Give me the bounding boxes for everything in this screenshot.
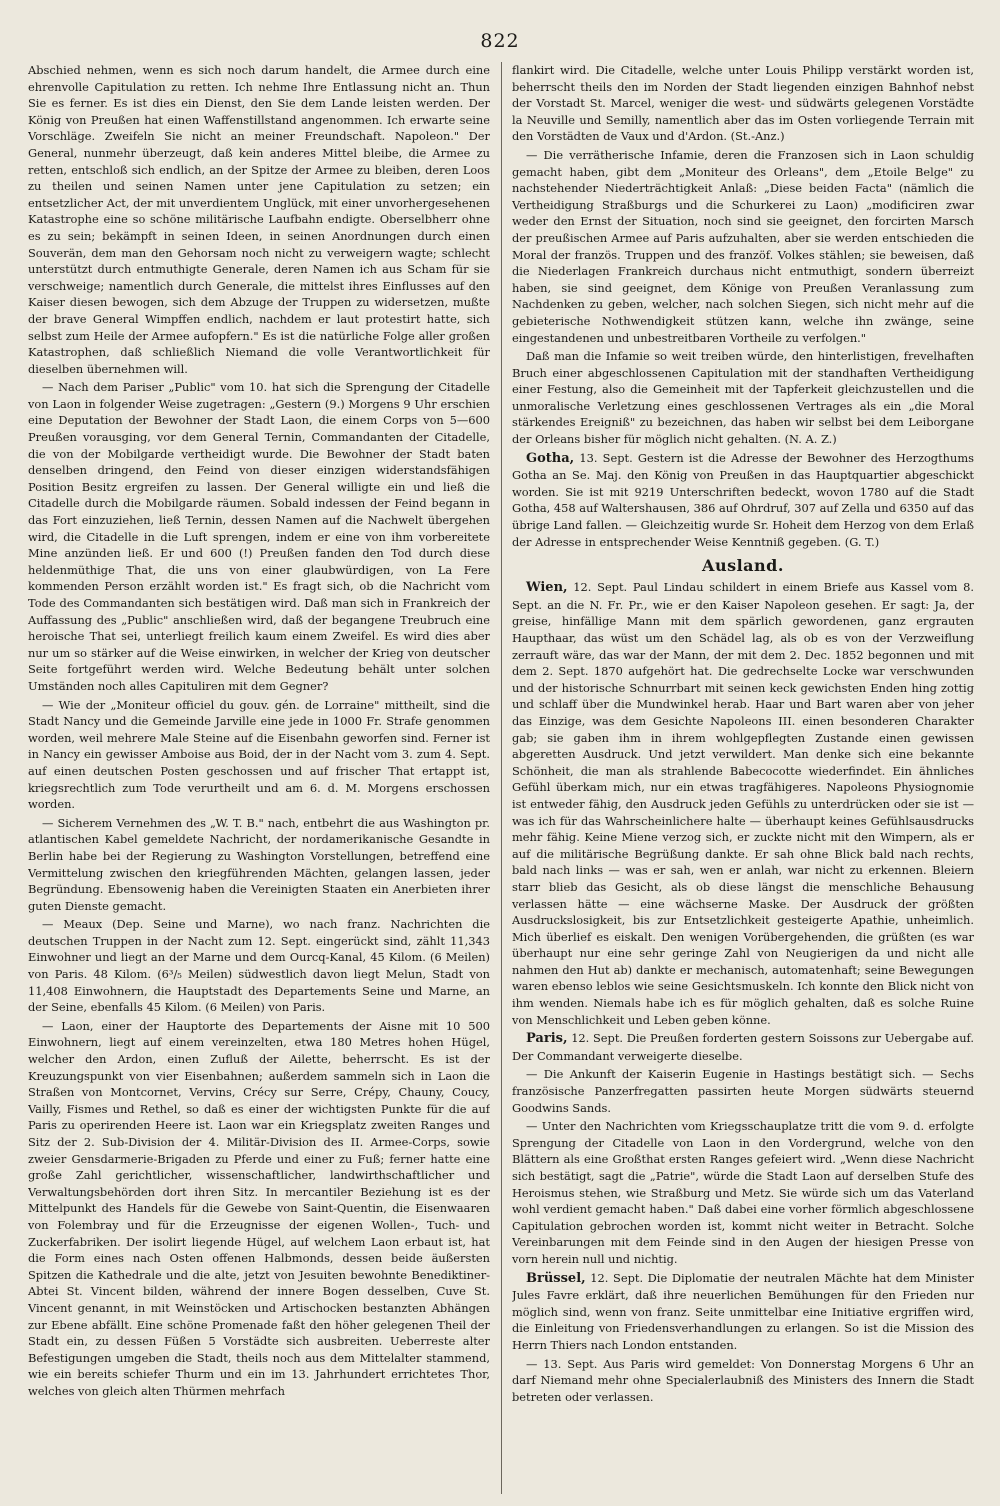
column-divider	[501, 62, 502, 1494]
page-number: 822	[480, 30, 520, 52]
dateline-place: Paris,	[526, 1031, 568, 1047]
paragraph-text: — Die Ankunft der Kaiserin Eugenie in Hastings bestätigt sich. — Sechs französische Panzerfregatten passirten heute Morgen südwärts steuernd Goodwins Sands.	[512, 1067, 974, 1115]
dateline-place: Gotha,	[526, 450, 575, 466]
paragraph-text: Daß man die Infamie so weit treiben würde, den hinterlistigen, frevelhaften Bruch einer abgeschlossenen Capitulation mit der standhaften Vertheidigung einer Festung, also die Gemeinheit mit der Tapferkeit gleichzustellen und die unmoralische Verletzung eines geschlossenen Vertrages als ein „die Moral stärkendes Ereigniß" zu bezeichnen, das haben wir selbst bei dem Leiborgane der Orleans bisher für möglich nicht gehalten. (N. A. Z.)	[512, 349, 974, 447]
article-paragraph	[28, 1018, 490, 1400]
paragraph-text: flankirt wird. Die Citadelle, welche unter Louis Philipp verstärkt worden ist, beherrscht theils den im Norden der Stadt liegenden einzigen Bahnhof nebst der Vorstadt St. Marcel, weniger die west- und südwärts gelegenen Vorstädte la Neuville und Semilly, namentlich aber das im Osten vorliegende Terrain mit den Vorstädten de Vaux und d'Ardon. (St.-Anz.)	[512, 63, 974, 144]
article-paragraph	[512, 1066, 974, 1116]
article-paragraph	[512, 1030, 974, 1064]
paragraph-text: Abschied nehmen, wenn es sich noch darum handelt, die Armee durch eine ehrenvolle Capitulation zu retten. Ich nehme Ihre Entlassung nicht an. Thun Sie es ferner. Es ist dies ein Dienst, den Sie dem Lande leisten werden. Der König von Preußen hat einen Waffenstillstand angenommen. Ich erwarte seine Vorschläge. Zweifeln Sie nicht an meiner Freundschaft. Napoleon." Der General, nunmehr überzeugt, daß kein anderes Mittel bleibe, die Armee zu retten, entschloß sich endlich, an der Spitze der Armee zu bleiben, deren Loos zu theilen und seinen Namen unter jene Capitulation zu setzen; ein entsetzlicher Act, der mit unverdientem Unglück, mit einer unvorhergesehenen Katastrophe eine so schöne militärische Laufbahn endigte. Oberselbherr ohne es zu sein; bekämpft in seinen Ideen, in seinen Anordnungen durch einen Souverän, dem man den Gehorsam noch nicht zu verweigern wagte; schlecht unterstützt durch entmuthigte Generale, deren Namen ich aus Scham für sie verschweige; namentlich durch Generale, die mittelst ihres Einflusses auf den Kaiser diesen bewogen, sich dem Abzuge der Truppen zu widersetzen, mußte der brave General Wimpffen endlich, nachdem er laut protestirt hatte, sich selbst zum Heile der Armee aufopfern." Es ist die natürliche Folge aller großen Katastrophen, daß schließlich Niemand die volle Verantwortlichkeit für dieselben übernehmen will.	[28, 63, 490, 376]
article-paragraph	[28, 379, 490, 694]
paragraph-text: 13. Sept. Gestern ist die Adresse der Bewohner des Herzogthums Gotha an Se. Maj. den König von Preußen in das Hauptquartier abgeschickt worden. Sie ist mit 9219 Unterschriften bedeckt, wovon 1780 auf die Stadt Gotha, 458 auf Waltershausen, 386 auf Ohrdruf, 307 auf Zella und 6350 auf das übrige Land fallen. — Gleichzeitig wurde Sr. Hoheit dem Herzog von dem Erlaß der Adresse in entsprechender Weise Kenntniß gegeben. (G. T.)	[512, 450, 974, 549]
paragraph-text: 12. Sept. Die Preußen forderten gestern Soissons zur Uebergabe auf. Der Commandant verweigerte dieselbe.	[512, 1031, 974, 1063]
paragraph-text: — Laon, einer der Hauptorte des Departements der Aisne mit 10 500 Einwohnern, liegt auf einem vereinzelten, etwa 180 Metres hohen Hügel, welcher den Ardon, einen Zufluß der Ailette, beherrscht. Es ist der Kreuzungspunkt von vier Eisenbahnen; außerdem sammeln sich in Laon die Straßen von Montcornet, Vervins, Crécy sur Serre, Crépy, Chauny, Coucy, Vailly, Fismes und Rethel, so daß es einer der wichtigsten Punkte für die auf Paris zu operirenden Heere ist. Laon war ein Kriegsplatz zweiten Ranges und Sitz der 2. Sub-Division der 4. Militär-Division des II. Armee-Corps, sowie zweier Gensdarmerie-Brigaden zu Pferde und einer zu Fuß; ferner hatte eine große Zahl gerichtlicher, wissenschaftlicher, landwirthschaftlicher und Verwaltungsbehörden dort ihren Sitz. In mercantiler Beziehung ist es der Mittelpunkt des Handels für die Gewebe von Saint-Quentin, die Eisenwaaren von Folembray und für die Erzeugnisse der eigenen Wollen-, Tuch- und Zuckerfabriken. Der isolirt liegende Hügel, auf welchem Laon erbaut ist, hat die Form eines nach Osten offenen Halbmonds, dessen beide äußersten Spitzen die Kathedrale und die alte, jetzt von Jesuiten bewohnte Benediktiner-Abtei St. Vincent bilden, während der innere Bogen desselben, Cuve St. Vincent genannt, in mit Weinstöcken und Artischocken bestanzten Abhängen zur Ebene abfällt. Eine schöne Promenade faßt den höher gelegenen Theil der Stadt ein, zu dessen Füßen 5 Vorstädte sich ausbreiten. Ueberreste alter Befestigungen umgeben die Stadt, theils noch aus dem Mittelalter stammend, wie ein bereits schiefer Thurm und ein im 13. Jahrhundert errichtetes Thor, welches von gleich alten Thürmen mehrfach	[28, 1018, 490, 1398]
article-paragraph	[512, 450, 974, 551]
dateline-place: Wien,	[526, 580, 568, 596]
right-column	[512, 62, 974, 1494]
paragraph-text: 12. Sept. Die Diplomatie der neutralen Mächte hat dem Minister Jules Favre erklärt, daß ihre neuerlichen Bemühungen für den Frieden nur möglich sind, wenn von franz. Seite unmittelbar eine Initiative ergriffen wird, die Einleitung von Friedensverhandlungen zu erlangen. So ist die Mission des Herrn Thiers nach London entstanden.	[512, 1270, 974, 1352]
article-paragraph	[512, 1270, 974, 1354]
paragraph-text: 12. Sept. Paul Lindau schildert in einem Briefe aus Kassel vom 8. Sept. an die N. Fr. Pr., wie er den Kaiser Napoleon gesehen. Er sagt: Ja, der greise, hinfällige Mann mit dem spärlich gewordenen, ganz ergrauten Haupthaar, das wüst um den Schädel lag, als ob es von der Verzweiflung zerrauft wäre, das war der Mann, der mit dem 2. Dec. 1852 begonnen und mit dem 2. Sept. 1870 aufgehört hat. Die gedrechselte Locke war verschwunden und der historische Schnurrbart mit seinen keck gewichsten Enden hing zottig und schlaff über die Mundwinkel herab. Haar und Bart waren aber von jeher das Einzige, was dem Gesichte Napoleons III. einen besonderen Charakter gab; sie gaben ihm in ihrem wohlgepflegten Zustande einen gewissen abgeretten Ausdruck. Und jetzt verwildert. Man denke sich eine bekannte Schönheit, die man als strahlende Babecocotte wiederfindet. Ein ähnliches Gefühl überkam mich, nur ein etwas tragfähigeres. Napoleons Physiognomie ist entweder fähig, den Ausdruck jeden Gefühls zu unterdrücken oder sie ist — was ich für das Wahrscheinlichere halte — überhaupt keines Gefühlsausdrucks mehr fähig. Keine Miene verzog sich, er zuckte nicht mit den Wimpern, als er auf die militärische Begrüßung dankte. Er sah ohne Blick bald nach rechts, bald nach links — was er sah, wen er anlah, war nicht zu erkennen. Bleiern starr blieb das Gesicht, als ob diese längst die menschliche Behausung verlassen hätte — eine wächserne Maske. Der Ausdruck der größten Ausdruckslosigkeit, bis zur Entsetzlichkeit gesteigerte Apathie, unheimlich. Mich überlief es eiskalt. Den wenigen Vorübergehenden, die grüßten (es war überhaupt nur eine sehr geringe Zahl von Neugierigen da und nicht alle nahmen den Hut ab) dankte er mechanisch, automatenhaft; seine Bewegungen waren ebenso leblos wie seine Gesichtsmuskeln. Ich konnte den Blick nicht von ihm wenden. Niemals habe ich es für möglich gehalten, daß es solche Ruine von Menschlichkeit und Leben geben könne.	[512, 580, 974, 1027]
left-column	[28, 62, 490, 1494]
article-paragraph	[512, 62, 974, 145]
paragraph-text: — Unter den Nachrichten vom Kriegsschauplatze tritt die vom 9. d. erfolgte Sprengung der Citadelle von Laon in den Vordergrund, welche von den Blättern als eine Großthat ersten Ranges gefeiert wird. „Wenn diese Nachricht sich bestätigt, sagt die „Patrie", würde die Stadt Laon auf derselben Stufe des Heroismus stehen, wie Straßburg und Metz. Sie würde sich um das Vaterland wohl verdient gemacht haben." Daß dabei eine vorher förmlich abgeschlossene Capitulation gebrochen worden ist, kommt nicht weiter in Betracht. Solche Vereinbarungen mit dem Feinde sind in den Augen der hiesigen Presse von vorn herein null und nichtig.	[512, 1119, 974, 1266]
paragraph-text: — Sicherem Vernehmen des „W. T. B." nach, entbehrt die aus Washington pr. atlantischen Kabel gemeldete Nachricht, der nordamerikanische Gesandte in Berlin habe bei der Regierung zu Washington Vorstellungen, betreffend eine Vermittelung zwischen den kriegführenden Mächten, gelangen lassen, jeder Begründung. Ebensowenig haben die Vereinigten Staaten ein Anerbieten ihrer guten Dienste gemacht.	[28, 815, 490, 913]
article-paragraph	[28, 697, 490, 813]
paragraph-text: — Die verrätherische Infamie, deren die Franzosen sich in Laon schuldig gemacht haben, gibt dem „Moniteur des Orleans", dem „Etoile Belge" zu nachstehender Niederträchtigkeit Anlaß: „Diese beiden Facta" (nämlich die Vertheidigung Straßburgs und die Schurkerei zu Laon) „modificiren zwar weder den Ernst der Situation, noch sind sie geeignet, den forcirten Marsch der preußischen Armee auf Paris aufzuhalten, aber sie werden entschieden die Moral der französ. Truppen und des franzöf. Volkes stählen; sie beweisen, daß die Niederlagen Frankreich durchaus nicht entmuthigt, sondern überreizt haben, sie sind geeignet, dem Könige von Preußen Veranlassung zum Nachdenken zu geben, welcher, nach solchen Siegen, sich nicht mehr auf die gebieterische Nothwendigkeit stützen kann, welche ihn zwänge, seine eingestandenen und unbestreitbaren Vortheile zu verfolgen."	[512, 147, 974, 345]
article-paragraph	[512, 348, 974, 448]
article-paragraph	[512, 147, 974, 346]
text-columns	[28, 62, 974, 1494]
paragraph-text: — Nach dem Pariser „Public" vom 10. hat sich die Sprengung der Citadelle von Laon in folgender Weise zugetragen: „Gestern (9.) Morgens 9 Uhr erschien eine Deputation der Bewohner der Stadt Laon, die einem Corps von 5—600 Preußen vorausging, vor dem General Ternin, Commandanten der Citadelle, die von der Mobilgarde vertheidigt wurde. Die Bewohner der Stadt baten denselben dringend, den Feind von dieser einzigen widerstandsfähigen Position Besitz ergreifen zu lassen. Der General willigte ein und ließ die Citadelle durch die Mobilgarde räumen. Sobald indessen der Feind begann in das Fort einzuziehen, ließ Ternin, dessen Namen auf die Nachwelt übergehen wird, die Citadelle in die Luft sprengen, indem er eine von ihm vorbereitete Mine anzünden ließ. Er und 600 (!) Preußen fanden den Tod durch diese heldenmüthige That, die uns von einer glaubwürdigen, von La Fere kommenden Person erzählt worden ist." Es fragt sich, ob die Nachricht vom Tode des Commandanten sich bestätigen wird. Daß man sich in Frankreich der Auffassung des „Public" anschließen wird, daß der begangene Treubruch eine heroische That sei, unterliegt freilich kaum einem Zweifel. Es wird dies aber nur um so stärker auf die Weise einwirken, in welcher der Krieg von deutscher Seite fortgeführt werden wird. Welche Bedeutung behält unter solchen Umständen noch alles Capituliren mit dem Gegner?	[28, 380, 490, 693]
article-paragraph	[512, 1356, 974, 1406]
paragraph-text: — Wie der „Moniteur officiel du gouv. gén. de Lorraine" mittheilt, sind die Stadt Nancy und die Gemeinde Jarville eine jede in 1000 Fr. Strafe genommen worden, weil mehrere Male Steine auf die Eisenbahn geworfen sind. Ferner ist in Nancy ein gewisser Amboise aus Boid, der in der Nacht vom 3. zum 4. Sept. auf einen deutschen Posten geschossen und auf frischer That ertappt ist, kriegsrechtlich zum Tode verurtheilt und am 6. d. M. Morgens erschossen worden.	[28, 697, 490, 812]
article-paragraph	[512, 1118, 974, 1267]
section-heading: Ausland.	[702, 556, 784, 576]
article-paragraph	[28, 62, 490, 377]
dateline-place: Brüssel,	[526, 1270, 586, 1286]
paragraph-text: — 13. Sept. Aus Paris wird gemeldet: Von Donnerstag Morgens 6 Uhr an darf Niemand mehr ohne Specialerlaubniß des Ministers des Innern die Stadt betreten oder verlassen.	[512, 1356, 974, 1404]
paragraph-text: — Meaux (Dep. Seine und Marne), wo nach franz. Nachrichten die deutschen Truppen in der Nacht zum 12. Sept. eingerückt sind, zählt 11,343 Einwohner und liegt an der Marne und dem Ourcq-Kanal, 45 Kilom. (6 Meilen) von Paris. 48 Kilom. (6³/₅ Meilen) südwestlich davon liegt Melun, Stadt von 11,408 Einwohnern, die Hauptstadt des Departements Seine und Marne, an der Seine, ebenfalls 45 Kilom. (6 Meilen) von Paris.	[28, 917, 490, 1015]
article-paragraph	[512, 579, 974, 1028]
article-paragraph	[28, 916, 490, 1016]
article-paragraph	[28, 815, 490, 915]
